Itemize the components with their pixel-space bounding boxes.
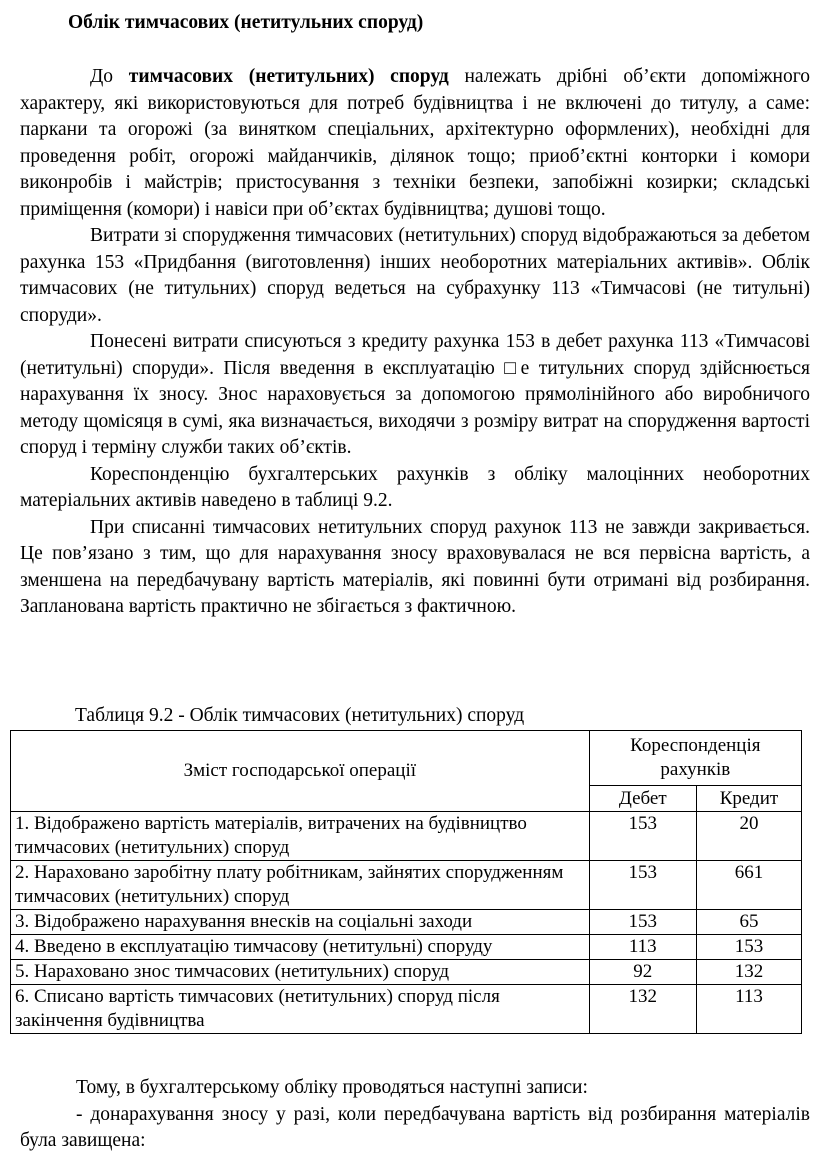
cell-operation: 1. Відображено вартість матеріалів, витрачених на будівництво тимчасових (нетитульних) споруд: [11, 812, 590, 861]
cell-debit: 113: [589, 935, 696, 960]
cell-operation: 3. Відображено нарахування внесків на соціальні заходи: [11, 910, 590, 935]
paragraph-1: [20, 64, 810, 223]
cell-credit: 65: [696, 910, 801, 935]
paragraph-6: Тому, в бухгалтерському обліку проводяться наступні записи:: [76, 1077, 588, 1098]
header-operation: Зміст господарської операції: [11, 731, 590, 812]
cell-debit: 92: [589, 960, 696, 985]
header-credit: Кредит: [696, 786, 801, 812]
table-row: [11, 935, 802, 960]
cell-credit: 661: [696, 861, 801, 910]
term-bold: тимчасових (нетитульних) споруд: [128, 66, 449, 87]
cell-debit: 153: [589, 861, 696, 910]
cell-operation: 5. Нараховано знос тимчасових (нетитульних) споруд: [11, 960, 590, 985]
accounts-table: [10, 730, 802, 1034]
table-row: [11, 861, 802, 910]
table-row: [11, 812, 802, 861]
paragraph-2: Витрати зі спорудження тимчасових (нетитульних) споруд відображаються за дебетом рахунка 153 «Придбання (виготовлення) інших необоротних матеріальних активів». Облік тимчасових (не титульних) споруд ведеться на субрахунку 113 «Тимчасові (не титульні) споруди».: [20, 225, 810, 326]
cell-debit: 153: [589, 910, 696, 935]
header-correspondence: Кореспонденція рахунків: [589, 731, 801, 786]
paragraph-1-pre: До: [90, 66, 129, 87]
paragraph-7: - донарахування зносу у разі, коли передбачувана вартість від розбирання матеріалів була завищена:: [20, 1103, 810, 1151]
paragraph-3: Понесені витрати списуються з кредиту рахунка 153 в дебет рахунка 113 «Тимчасові (нетитульні) споруди». Після введення в експлуатацію □е титульних споруд здійснюється нарахування їх зносу. Знос нараховується за допомогою прямолінійного або виробничого методу щомісяця в сумі, яка визначається, виходячи з розміру витрат на спорудження вартості споруд і терміну служби таких об’єктів.: [20, 331, 810, 458]
paragraph-5: При списанні тимчасових нетитульних споруд рахунок 113 не завжди закривається. Це пов’язано з тим, що для нарахування зносу враховувалася не вся первісна вартість, а зменшена на передбачувану вартість матеріалів, які повинні бути отримані від розбирання. Запланована вартість практично не збігається з фактичною.: [20, 516, 810, 617]
cell-credit: 20: [696, 812, 801, 861]
after-text: [20, 1075, 810, 1155]
table-row: [11, 985, 802, 1034]
cell-debit: 132: [589, 985, 696, 1034]
cell-debit: 153: [589, 812, 696, 861]
table-row: [11, 960, 802, 985]
cell-credit: 113: [696, 985, 801, 1034]
section-title: Облік тимчасових (нетитульних споруд): [68, 12, 424, 33]
body-text: [20, 64, 810, 621]
cell-credit: 132: [696, 960, 801, 985]
cell-operation: 6. Списано вартість тимчасових (нетитульних) споруд після закінчення будівництва: [11, 985, 590, 1034]
header-debit: Дебет: [589, 786, 696, 812]
table-caption: Таблиця 9.2 - Облік тимчасових (нетитульних) споруд: [75, 705, 525, 726]
cell-operation: 2. Нараховано заробітну плату робітникам, зайнятих спорудженням тимчасових (нетитульних) споруд: [11, 861, 590, 910]
cell-credit: 153: [696, 935, 801, 960]
table-row: [11, 910, 802, 935]
paragraph-4: Кореспонденцію бухгалтерських рахунків з обліку малоцінних необоротних матеріальних активів наведено в таблиці 9.2.: [20, 463, 810, 511]
cell-operation: 4. Введено в експлуатацію тимчасову (нетитульні) споруду: [11, 935, 590, 960]
paragraph-1-post: належать дрібні об’єкти допоміжного характеру, які використовуються для потреб будівництва і не включені до титулу, а саме: паркани та огорожі (за винятком спеціальних, архітектурно оформлених), необхідні для проведення робіт, огорожі майданчиків, ділянок тощо; приоб’єктні конторки і комори виконробів і майстрів; пристосування з техніки безпеки, запобіжні козирки; складські приміщення (комори) і навіси при об’єктах будівництва; душові тощо.: [20, 66, 810, 220]
